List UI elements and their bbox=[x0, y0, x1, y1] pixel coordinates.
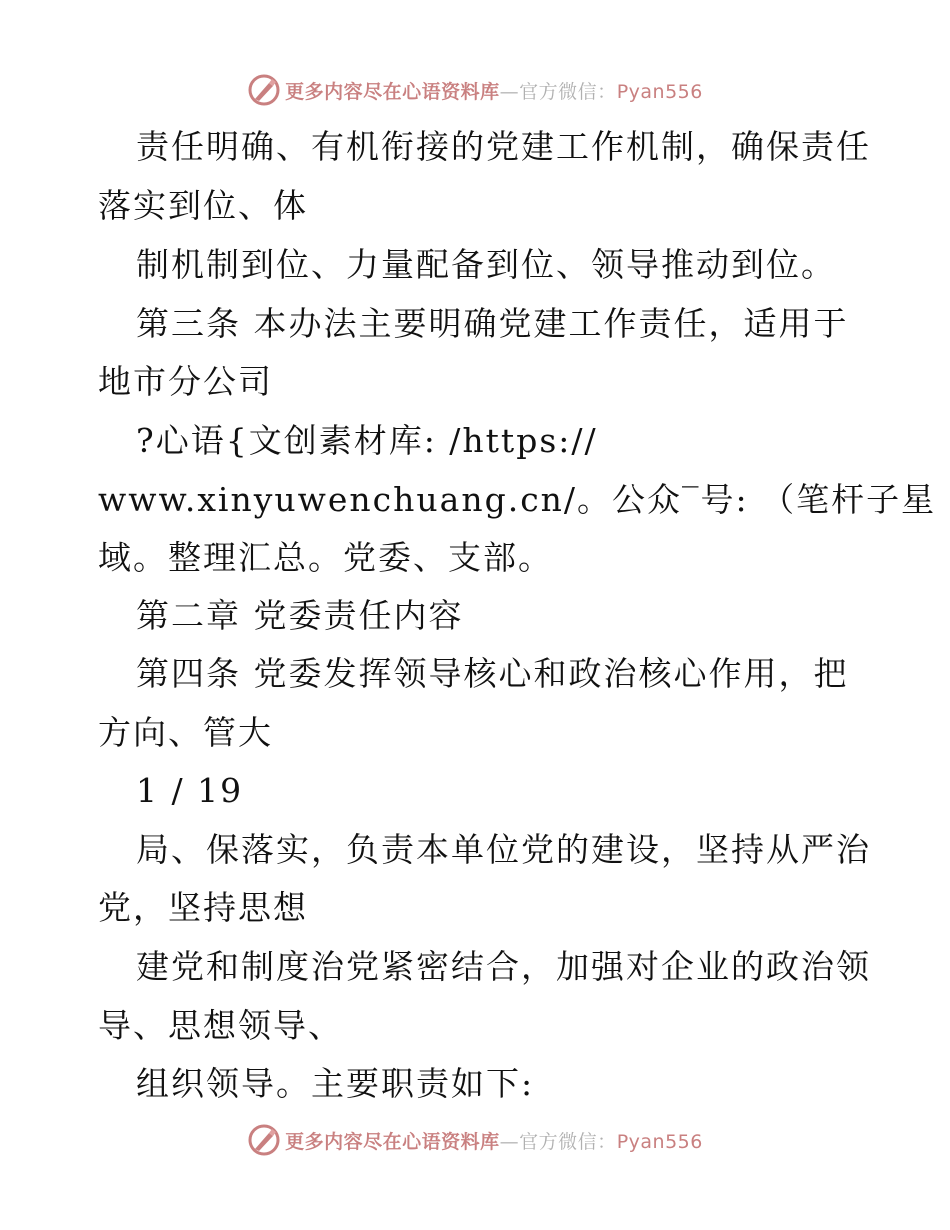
banner-text bbox=[285, 77, 703, 104]
banner-separator: — bbox=[499, 1130, 520, 1153]
banner-wechat-id: Pyan556 bbox=[616, 1130, 703, 1153]
pen-logo-icon bbox=[247, 73, 281, 107]
banner-wechat-id: Pyan556 bbox=[616, 80, 703, 103]
text-line: 方向、管大 bbox=[98, 713, 273, 752]
text-line: 建党和制度治党紧密结合，加强对企业的政治领 bbox=[136, 947, 871, 986]
text-line: 制机制到位、力量配备到位、领导推动到位。 bbox=[136, 245, 836, 284]
banner-main-text: 更多内容尽在心语资料库 bbox=[285, 1130, 500, 1153]
text-line: 局、保落实，负责本单位党的建设，坚持从严治 bbox=[136, 830, 871, 869]
text-line: 地市分公司 bbox=[98, 362, 273, 401]
banner-text bbox=[285, 1127, 703, 1154]
header-banner bbox=[0, 70, 950, 110]
banner-separator: — bbox=[499, 80, 520, 103]
text-line: 落实到位、体 bbox=[98, 186, 308, 225]
page-number: 1 / 19 bbox=[136, 771, 244, 810]
banner-official-text: 官方微信： bbox=[519, 80, 617, 103]
text-line: 第四条 党委发挥领导核心和政治核心作用，把 bbox=[136, 654, 849, 693]
text-line: 域。整理汇总。党委、支部。 bbox=[98, 538, 553, 577]
chapter-heading: 第二章 党委责任内容 bbox=[136, 596, 464, 635]
text-line: 第三条 本办法主要明确党建工作责任，适用于 bbox=[136, 304, 849, 343]
text-line: 组织领导。主要职责如下: bbox=[136, 1064, 535, 1103]
footer-banner bbox=[0, 1120, 950, 1160]
banner-main-text: 更多内容尽在心语资料库 bbox=[285, 80, 500, 103]
text-line: 责任明确、有机衔接的党建工作机制，确保责任 bbox=[136, 127, 871, 166]
text-line: www.xinyuwenchuang.cn/。公众‾号: （笔杆子星 bbox=[98, 480, 937, 519]
text-line: 导、思想领导、 bbox=[98, 1006, 343, 1045]
text-line: 党，坚持思想 bbox=[98, 888, 308, 927]
text-line: ?心语{文创素材库: /https:// bbox=[136, 421, 598, 460]
pen-logo-icon bbox=[247, 1123, 281, 1157]
banner-official-text: 官方微信： bbox=[519, 1130, 617, 1153]
